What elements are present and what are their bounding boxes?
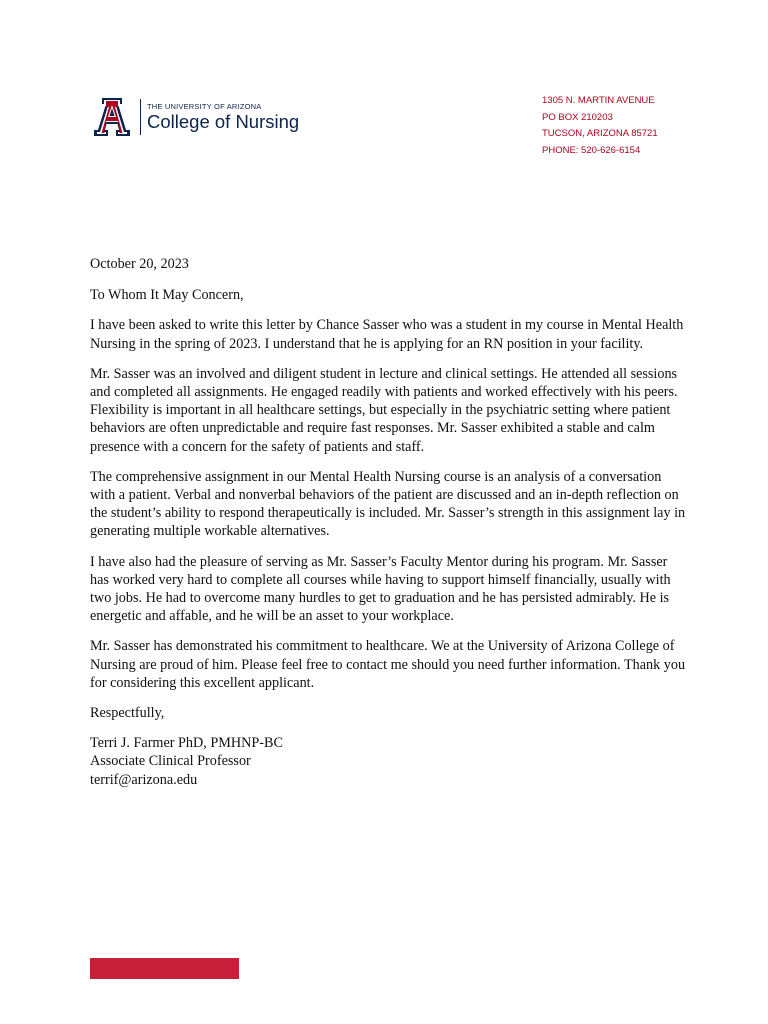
- letter-paragraph: I have also had the pleasure of serving as Mr. Sasser’s Faculty Mentor during his program. Mr. Sasser has worked very hard to complete all courses while having to support himself financially, usually with two jobs. He had to overcome many hurdles to get to graduation and he has persisted admirably. He is energetic and affable, and he will be an asset to your workplace.: [90, 553, 671, 625]
- logo-divider: [140, 99, 141, 135]
- block-a-logo-icon: [90, 97, 134, 137]
- logo-wordmark: [147, 102, 299, 133]
- footer-red-bar: [90, 958, 239, 979]
- address-city: TUCSON, ARIZONA 85721: [542, 128, 658, 139]
- college-name: College of Nursing: [147, 110, 300, 132]
- university-name: THE UNIVERSITY OF ARIZONA: [147, 101, 262, 111]
- signature-title: Associate Clinical Professor: [90, 753, 251, 770]
- address-phone: PHONE: 520-626-6154: [542, 144, 641, 156]
- signature-block: [90, 734, 688, 789]
- letter-paragraph: The comprehensive assignment in our Mental Health Nursing course is an analysis of a conversation with a patient. Verbal and nonverbal behaviors of the patient are discussed and an in-depth reflection on the student’s ability to respond therapeutically is included. Mr. Sasser’s strength in this assignment lay in generating multiple workable alternatives.: [90, 468, 686, 540]
- letter-paragraph: Mr. Sasser has demonstrated his commitment to healthcare. We at the University of Arizona College of Nursing are proud of him. Please feel free to contact me should you need further information. Thank you for considering this excellent applicant.: [90, 638, 686, 691]
- letter-paragraph: Mr. Sasser was an involved and diligent student in lecture and clinical settings. He attended all sessions and completed all assignments. He engaged readily with patients and worked effectively with his peers. Flexibility is important in all healthcare settings, but especially in the psychiatric setting where patient behaviors are often unpredictable and require fast responses. Mr. Sasser exhibited a stable and calm presence with a concern for the safety of patients and staff.: [90, 365, 678, 455]
- signature-name: Terri J. Farmer PhD, PMHNP-BC: [90, 735, 283, 752]
- address-block: [542, 93, 658, 159]
- letterhead-logo: [90, 96, 299, 138]
- letter-salutation: To Whom It May Concern,: [90, 287, 244, 304]
- letter-date: October 20, 2023: [90, 256, 189, 272]
- letter-body: [90, 255, 688, 789]
- letter-paragraph: I have been asked to write this letter by Chance Sasser who was a student in my course in Mental Health Nursing in the spring of 2023. I understand that he is applying for an RN position in your facility.: [90, 317, 684, 352]
- address-street: 1305 N. MARTIN AVENUE: [542, 95, 655, 106]
- address-po-box: PO BOX 210203: [542, 111, 613, 123]
- signature-email: terrif@arizona.edu: [90, 771, 198, 788]
- letter-closing: Respectfully,: [90, 705, 165, 722]
